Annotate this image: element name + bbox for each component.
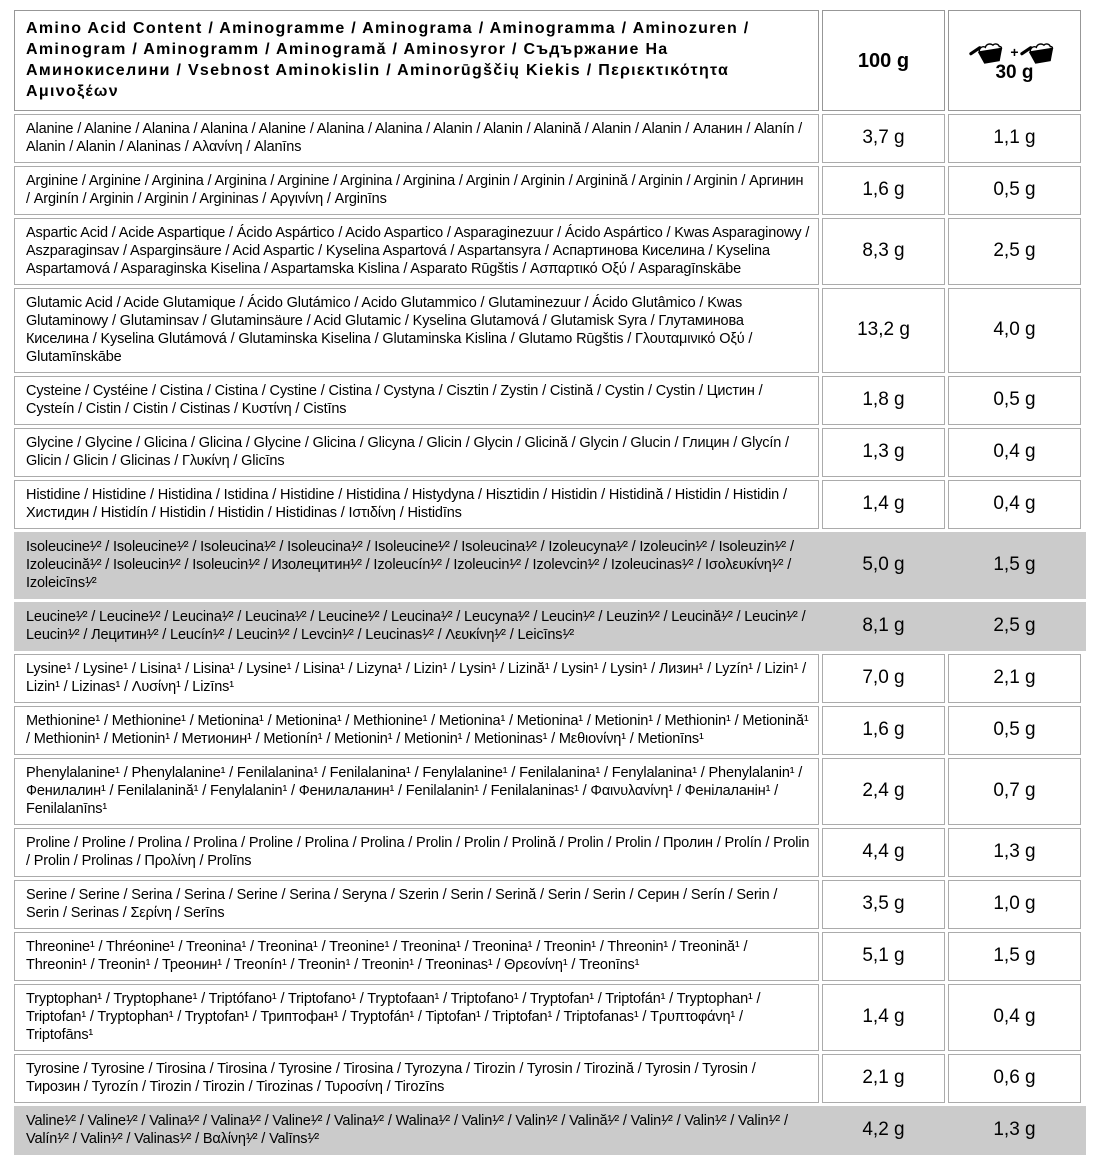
amino-acid-names-cell: Proline / Proline / Prolina / Prolina / Proline / Prolina / Prolina / Prolin / Prolin / Prolină / Prolin / Prolin / Пролин / Prolín / Prolin / Prolin / Prolinas / Προλίνη / Prolīns bbox=[14, 828, 819, 877]
per-scoop-value: 0,4 g bbox=[948, 428, 1081, 477]
table-row bbox=[14, 828, 1086, 877]
column-header-100g: 100 g bbox=[822, 10, 945, 111]
amino-acid-names-cell: Methionine¹ / Methionine¹ / Metionina¹ / Metionina¹ / Methionine¹ / Metionina¹ / Metionina¹ / Metionin¹ / Methionin¹ / Metionină¹ / Methionin¹ / Metionin¹ / Метионин¹ / Metionín¹ / Metionin¹ / Metionin¹ / Metioninas¹ / Μεθιονίνη¹ / Metionīns¹ bbox=[14, 706, 819, 755]
per-100g-value: 8,1 g bbox=[822, 602, 945, 651]
table-title: Amino Acid Content / Aminogramme / Aminograma / Aminogramma / Aminozuren / Aminogram / Aminogramm / Aminogramă / Aminosyror / Съдържание На Аминокиселини / Vsebnost Aminokislin / Aminorūgščių Kiekis / Περιεκτικότητα Αμινοξέων bbox=[14, 10, 819, 111]
table-row bbox=[14, 706, 1086, 755]
table-row bbox=[14, 166, 1086, 215]
per-100g-value: 1,4 g bbox=[822, 984, 945, 1051]
per-scoop-value: 4,0 g bbox=[948, 288, 1081, 373]
per-100g-value: 4,4 g bbox=[822, 828, 945, 877]
amino-acid-names-cell: Serine / Serine / Serina / Serina / Serine / Serina / Seryna / Szerin / Serin / Serină / Serin / Serin / Серин / Serín / Serin / Serin / Serinas / Σερίνη / Serīns bbox=[14, 880, 819, 929]
table-row bbox=[14, 1054, 1086, 1103]
table-row bbox=[14, 480, 1086, 529]
serving-scoops bbox=[969, 39, 1059, 65]
per-100g-value: 1,3 g bbox=[822, 428, 945, 477]
per-100g-value: 7,0 g bbox=[822, 654, 945, 703]
table-header-row bbox=[14, 10, 1086, 111]
per-scoop-value: 1,3 g bbox=[948, 1106, 1081, 1155]
amino-acid-names-cell: Valine¹⁄² / Valine¹⁄² / Valina¹⁄² / Valina¹⁄² / Valine¹⁄² / Valina¹⁄² / Walina¹⁄² / Valin¹⁄² / Valin¹⁄² / Valină¹⁄² / Valin¹⁄² / Valin¹⁄² / Valin¹⁄² / Valín¹⁄² / Valin¹⁄² / Valinas¹⁄² / Βαλίνη¹⁄² / Valīns¹⁄² bbox=[14, 1106, 819, 1155]
amino-acid-names-cell: Leucine¹⁄² / Leucine¹⁄² / Leucina¹⁄² / Leucina¹⁄² / Leucine¹⁄² / Leucina¹⁄² / Leucyna¹⁄² / Leucin¹⁄² / Leuzin¹⁄² / Leucină¹⁄² / Leucin¹⁄² / Leucin¹⁄² / Лецитин¹⁄² / Leucín¹⁄² / Leucin¹⁄² / Levcin¹⁄² / Leucinas¹⁄² / Λευκίνη¹⁄² / Leicīns¹⁄² bbox=[14, 602, 819, 651]
per-100g-value: 2,1 g bbox=[822, 1054, 945, 1103]
amino-acid-names-cell: Histidine / Histidine / Histidina / Istidina / Histidine / Histidina / Histydyna / Hisztidin / Histidin / Histidină / Histidin / Histidin / Хистидин / Histidín / Histidin / Histidin / Histidinas / Ιστιδίνη / Histidīns bbox=[14, 480, 819, 529]
table-row bbox=[14, 654, 1086, 703]
per-scoop-value: 0,4 g bbox=[948, 984, 1081, 1051]
per-scoop-value: 0,7 g bbox=[948, 758, 1081, 825]
amino-acid-names-cell: Lysine¹ / Lysine¹ / Lisina¹ / Lisina¹ / Lysine¹ / Lisina¹ / Lizyna¹ / Lizin¹ / Lysin¹ / Lizină¹ / Lysin¹ / Lysin¹ / Лизин¹ / Lyzín¹ / Lizin¹ / Lizin¹ / Lizinas¹ / Λυσίνη¹ / Lizīns¹ bbox=[14, 654, 819, 703]
per-100g-value: 1,8 g bbox=[822, 376, 945, 425]
table-row bbox=[14, 880, 1086, 929]
table-row bbox=[14, 218, 1086, 285]
table-row bbox=[14, 1106, 1086, 1155]
amino-acid-names-cell: Tyrosine / Tyrosine / Tirosina / Tirosina / Tyrosine / Tirosina / Tyrozyna / Tirozin / Tyrosin / Tirozină / Tyrosin / Tyrosin / Тирозин / Tyrozín / Tirozin / Tirozin / Tirozinas / Τυροσίνη / Tirozīns bbox=[14, 1054, 819, 1103]
table-row bbox=[14, 288, 1086, 373]
table-row bbox=[14, 758, 1086, 825]
per-100g-value: 4,2 g bbox=[822, 1106, 945, 1155]
per-100g-value: 3,7 g bbox=[822, 114, 945, 163]
column-header-serving bbox=[948, 10, 1081, 111]
per-scoop-value: 2,1 g bbox=[948, 654, 1081, 703]
table-row bbox=[14, 376, 1086, 425]
per-scoop-value: 0,6 g bbox=[948, 1054, 1081, 1103]
per-scoop-value: 1,5 g bbox=[948, 932, 1081, 981]
table-row bbox=[14, 932, 1086, 981]
per-100g-value: 1,6 g bbox=[822, 166, 945, 215]
measuring-scoop-icon bbox=[1020, 39, 1060, 65]
amino-acid-names-cell: Phenylalanine¹ / Phenylalanine¹ / Fenilalanina¹ / Fenilalanina¹ / Fenylalanine¹ / Fenilalanina¹ / Fenylalanina¹ / Phenylalanin¹ / Фенилалин¹ / Fenilalanină¹ / Fenylalanin¹ / Фенилаланин¹ / Fenilalanin¹ / Fenilalaninas¹ / Φαινυλανίνη¹ / Фенілаланін¹ / Fenilalanīns¹ bbox=[14, 758, 819, 825]
table-row bbox=[14, 428, 1086, 477]
amino-acid-names-cell: Aspartic Acid / Acide Aspartique / Ácido Aspártico / Acido Aspartico / Asparaginezuur / Ácido Aspártico / Kwas Asparaginowy / Aszparaginsav / Asparginsäure / Acid Aspartic / Kyselina Aspartová / Aspartansyra / Аспартинова Киселина / Kyselina Aspartamová / Asparaginska Kiselina / Aspartamska Kislina / Asparato Rūgštis / Ασπαρτικό Οξύ / Asparagīnskābe bbox=[14, 218, 819, 285]
per-scoop-value: 0,5 g bbox=[948, 166, 1081, 215]
per-100g-value: 1,6 g bbox=[822, 706, 945, 755]
amino-acid-names-cell: Alanine / Alanine / Alanina / Alanina / Alanine / Alanina / Alanina / Alanin / Alanin / Alanină / Alanin / Alanin / Аланин / Alanín / Alanin / Alanin / Alaninas / Αλανίνη / Alanīns bbox=[14, 114, 819, 163]
per-scoop-value: 0,5 g bbox=[948, 706, 1081, 755]
amino-acid-names-cell: Threonine¹ / Thréonine¹ / Treonina¹ / Treonina¹ / Treonine¹ / Treonina¹ / Treonina¹ / Treonin¹ / Threonin¹ / Treonină¹ / Threonin¹ / Treonin¹ / Треонин¹ / Treonín¹ / Treonin¹ / Treonin¹ / Treoninas¹ / Θρεονίνη¹ / Treonīns¹ bbox=[14, 932, 819, 981]
per-scoop-value: 1,1 g bbox=[948, 114, 1081, 163]
table-row bbox=[14, 532, 1086, 599]
table-row bbox=[14, 984, 1086, 1051]
amino-acid-names-cell: Tryptophan¹ / Tryptophane¹ / Triptófano¹ / Triptofano¹ / Tryptofaan¹ / Triptofano¹ / Tryptofan¹ / Triptofán¹ / Tryptophan¹ / Triptofan¹ / Tryptophan¹ / Tryptofan¹ / Триптофан¹ / Tryptofán¹ / Tiptofan¹ / Triptofan¹ / Triptofanas¹ / Τρυπτοφάνη¹ / Triptofāns¹ bbox=[14, 984, 819, 1051]
amino-acid-names-cell: Arginine / Arginine / Arginina / Arginina / Arginine / Arginina / Arginina / Arginin / Arginin / Arginină / Arginin / Arginin / Аргинин / Arginín / Arginin / Arginin / Argininas / Αργινίνη / Arginīns bbox=[14, 166, 819, 215]
amino-acid-names-cell: Glutamic Acid / Acide Glutamique / Ácido Glutámico / Acido Glutammico / Glutaminezuur / Ácido Glutâmico / Kwas Glutaminowy / Glutaminsav / Glutaminsäure / Acid Glutamic / Kyselina Glutamová / Glutamisk Syra / Глутаминова Киселина / Kyselina Glutámová / Glutaminska Kiselina / Glutaminska Kislina / Glutamo Rūgštis / Γλουταμινικό Οξύ / Glutamīnskābe bbox=[14, 288, 819, 373]
per-scoop-value: 0,5 g bbox=[948, 376, 1081, 425]
per-100g-value: 8,3 g bbox=[822, 218, 945, 285]
per-scoop-value: 0,4 g bbox=[948, 480, 1081, 529]
per-100g-value: 2,4 g bbox=[822, 758, 945, 825]
per-100g-value: 13,2 g bbox=[822, 288, 945, 373]
table-row bbox=[14, 114, 1086, 163]
per-100g-value: 3,5 g bbox=[822, 880, 945, 929]
table-row bbox=[14, 602, 1086, 651]
amino-acid-names-cell: Cysteine / Cystéine / Cistina / Cistina / Cystine / Cistina / Cystyna / Cisztin / Zystin / Cistină / Cystin / Cystin / Цистин / Cysteín / Cistin / Cistin / Cistinas / Κυστίνη / Cistīns bbox=[14, 376, 819, 425]
per-scoop-value: 2,5 g bbox=[948, 218, 1081, 285]
measuring-scoop-icon bbox=[969, 39, 1009, 65]
plus-sign: + bbox=[1010, 43, 1019, 60]
per-scoop-value: 1,5 g bbox=[948, 532, 1081, 599]
per-100g-value: 5,1 g bbox=[822, 932, 945, 981]
amino-acid-names-cell: Glycine / Glycine / Glicina / Glicina / Glycine / Glicina / Glicyna / Glicin / Glycin / Glicină / Glycin / Glucin / Глицин / Glycín / Glicin / Glicin / Glicinas / Γλυκίνη / Glicīns bbox=[14, 428, 819, 477]
amino-acid-table bbox=[14, 10, 1086, 1155]
amino-acid-names-cell: Isoleucine¹⁄² / Isoleucine¹⁄² / Isoleucina¹⁄² / Isoleucina¹⁄² / Isoleucine¹⁄² / Isoleucina¹⁄² / Izoleucyna¹⁄² / Izoleucin¹⁄² / Isoleuzin¹⁄² / Izoleucină¹⁄² / Isoleucin¹⁄² / Isoleucin¹⁄² / Изолецитин¹⁄² / Izoleucín¹⁄² / Izoleucin¹⁄² / Izolevcin¹⁄² / Izoleucinas¹⁄² / Ισολευκίνη¹⁄² / Izoleicīns¹⁄² bbox=[14, 532, 819, 599]
per-scoop-value: 1,3 g bbox=[948, 828, 1081, 877]
serving-amount: 30 g bbox=[995, 61, 1034, 83]
per-100g-value: 1,4 g bbox=[822, 480, 945, 529]
per-scoop-value: 1,0 g bbox=[948, 880, 1081, 929]
per-100g-value: 5,0 g bbox=[822, 532, 945, 599]
per-scoop-value: 2,5 g bbox=[948, 602, 1081, 651]
